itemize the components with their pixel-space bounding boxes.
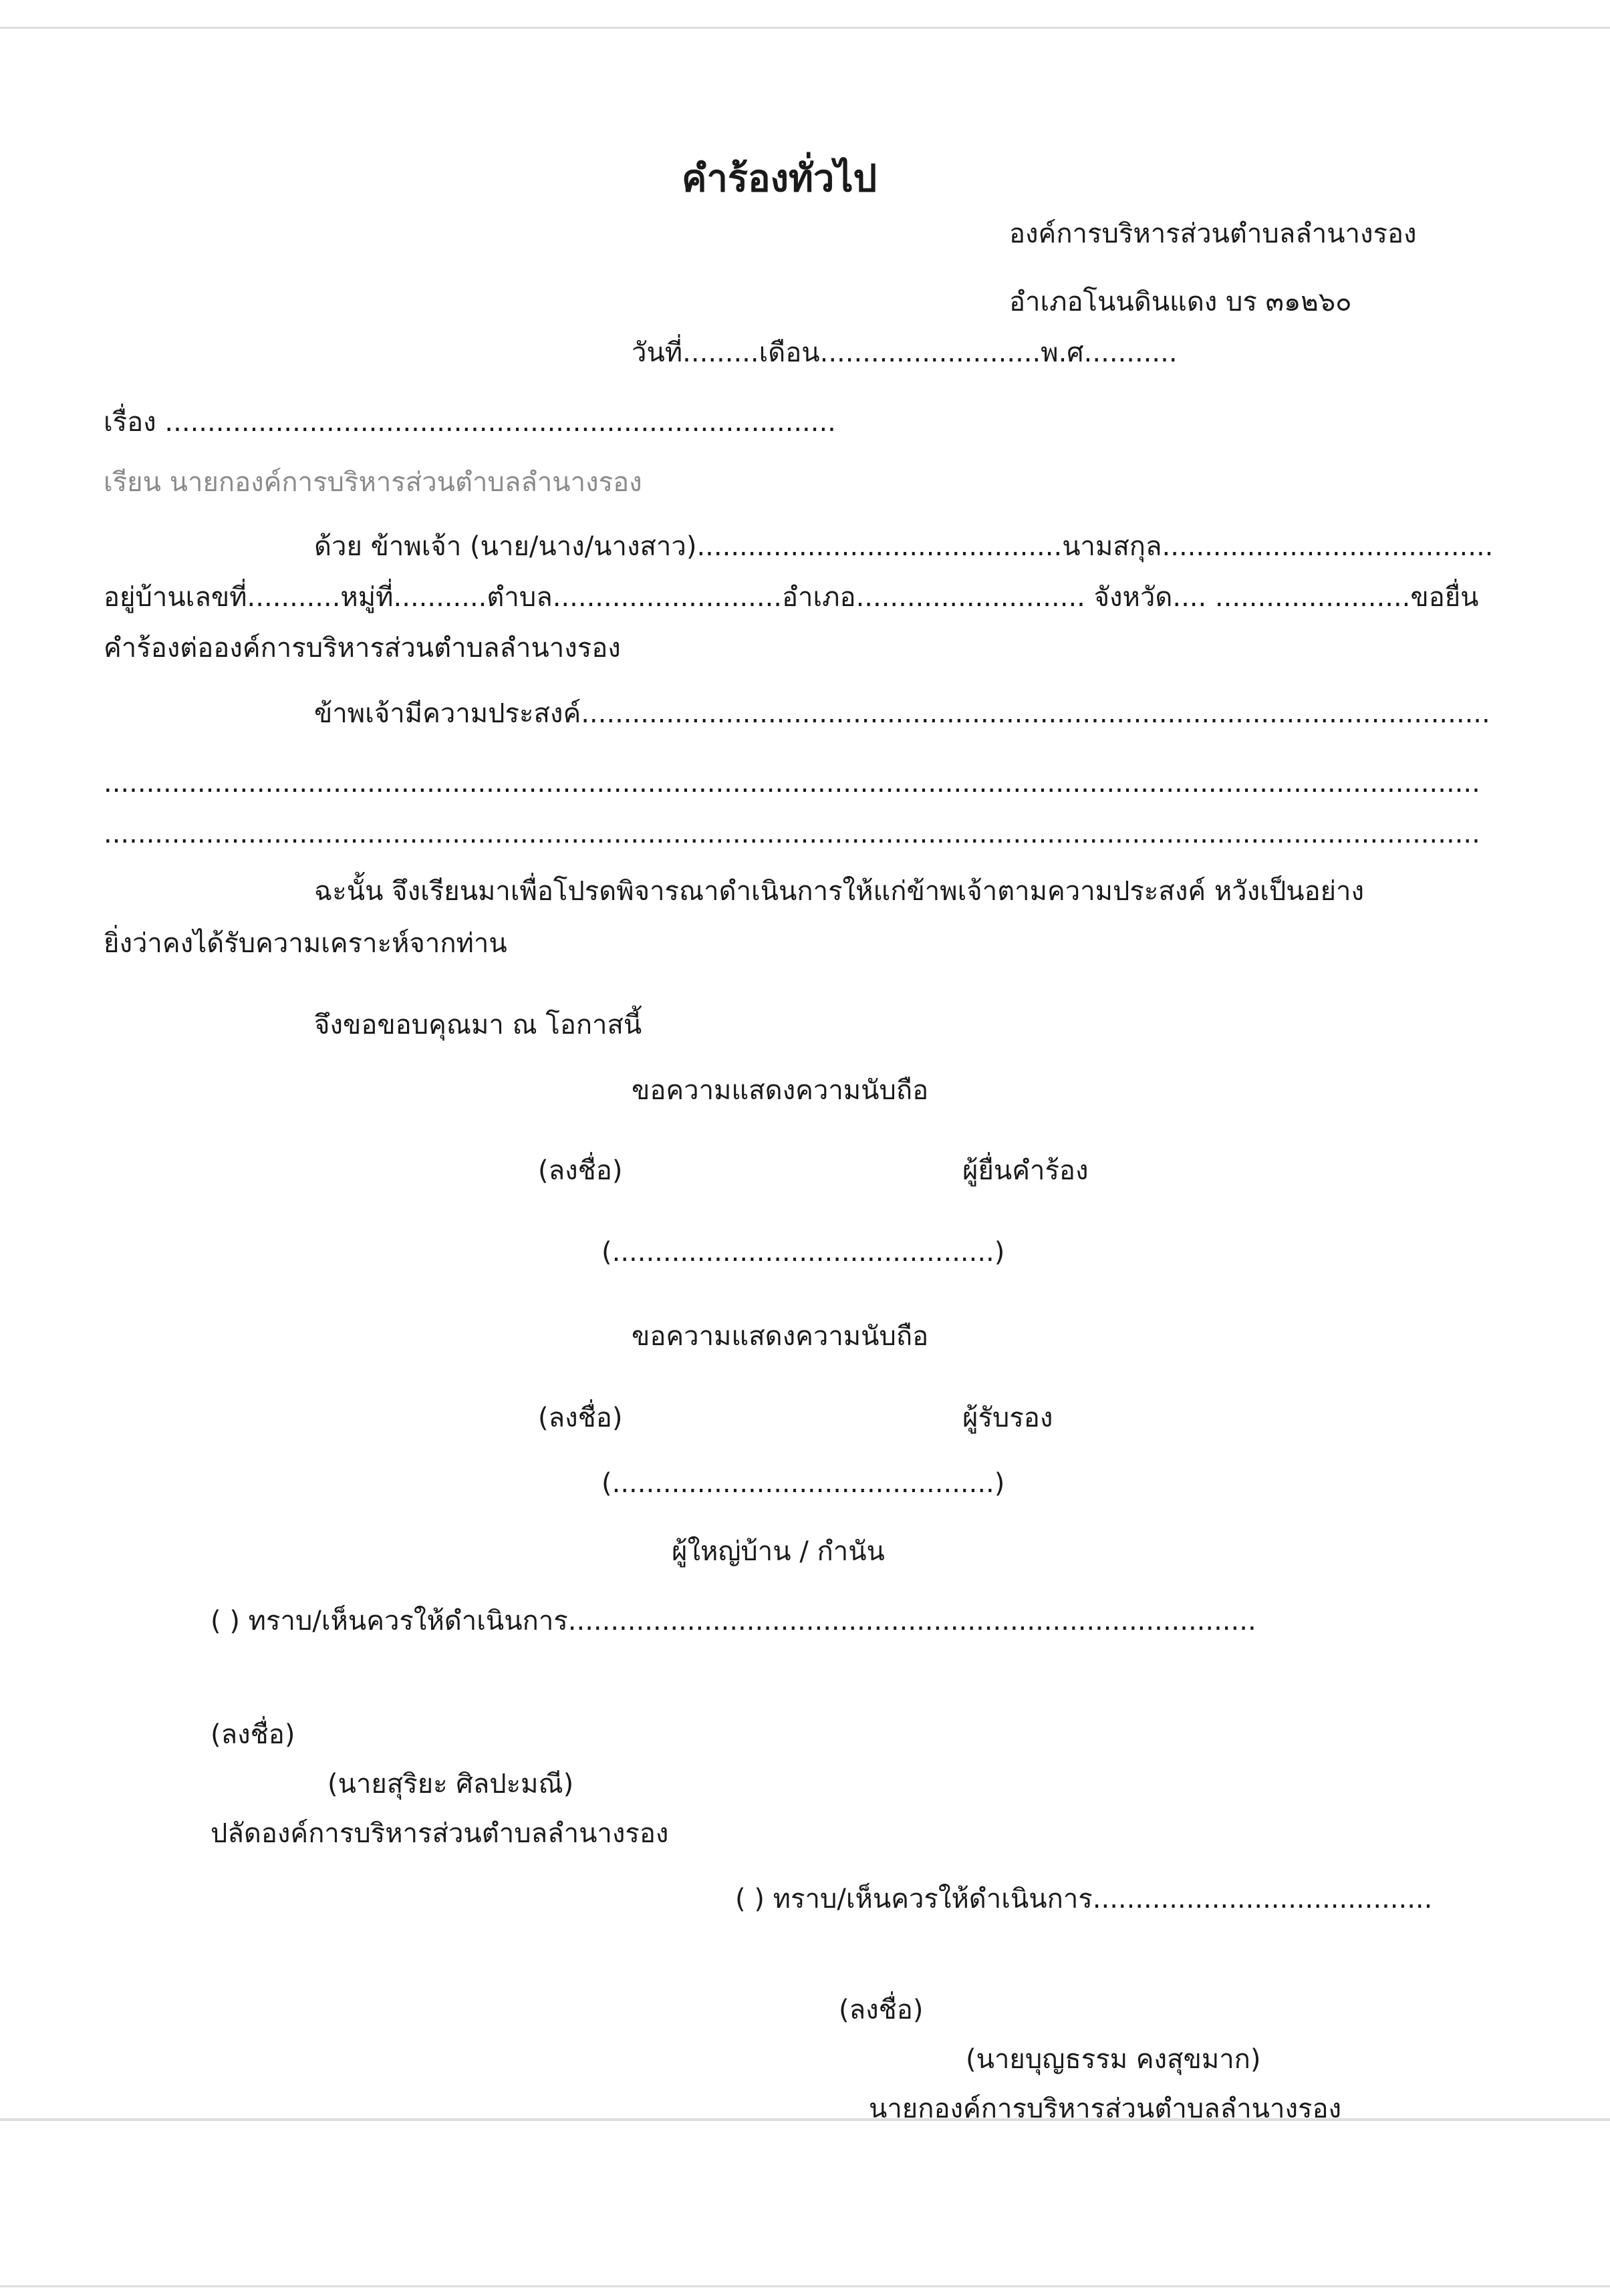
mayor-sign-label: (ลงชื่อ): [839, 1995, 924, 2025]
mayor-title: นายกองค์การบริหารส่วนตำบลลำนางรอง: [869, 2094, 1342, 2124]
deputy-title: ปลัดองค์การบริหารส่วนตำบลลำนางรอง: [211, 1818, 669, 1849]
certifier-name-blank: (.............................................): [601, 1468, 1005, 1499]
salutation-line: เรียน นายกองค์การบริหารส่วนตำบลลำนางรอง: [104, 467, 642, 498]
scan-artifact-bottom: [0, 2118, 1610, 2121]
certifier-respect: ขอความแสดงความนับถือ: [632, 1321, 929, 1352]
document-title: คำร้องทั่วไป: [682, 157, 878, 200]
deputy-sign-label: (ลงชื่อ): [211, 1719, 295, 1750]
applicant-role: ผู้ยื่นคำร้อง: [962, 1155, 1089, 1186]
org-address: อำเภอโนนดินแดง บร ๓๑๒๖๐: [1009, 287, 1352, 317]
applicant-sign-label: (ลงชื่อ): [538, 1155, 623, 1186]
certifier-position: ผู้ใหญ่บ้าน / กำนัน: [672, 1536, 885, 1567]
purpose-dotted-line-2: ..................................................................................................................................................................: [104, 819, 1480, 849]
applicant-name-blank: (.............................................): [601, 1237, 1005, 1268]
closing-line-2: ยิ่งว่าคงได้รับความเคราะห์จากท่าน: [104, 928, 507, 959]
thanks-line: จึงขอขอบคุณมา ณ โอกาสนี้: [314, 1010, 642, 1040]
scan-artifact-top: [0, 27, 1610, 29]
subject-line: เรื่อง ...............................................................................: [104, 407, 836, 438]
applicant-respect: ขอความแสดงความนับถือ: [632, 1075, 929, 1106]
certifier-role: ผู้รับรอง: [962, 1403, 1053, 1433]
deputy-name: (นายสุริยะ ศิลปะมณี): [327, 1769, 574, 1800]
body-line-2: อยู่บ้านเลขที่...........หมู่ที่...........ตำบล...........................อำเภอ........................... จังหวัด.... .......................ขอยื่น: [104, 582, 1479, 613]
scan-artifact-bottom-2: [0, 2285, 1610, 2287]
purpose-line: ข้าพเจ้ามีความประสงค์...........................................................................................................: [314, 698, 1490, 729]
org-name: องค์การบริหารส่วนตำบลลำนางรอง: [1009, 219, 1417, 249]
closing-line-1: ฉะนั้น จึงเรียนมาเพื่อโปรดพิจารณาดำเนินการให้แก่ข้าพเจ้าตามความประสงค์ หวังเป็นอย่าง: [314, 876, 1365, 907]
body-line-1: ด้วย ข้าพเจ้า (นาย/นาง/นางสาว)...........................................นามสกุล.......................................: [314, 531, 1494, 562]
date-line: วันที่.........เดือน..........................พ.ศ...........: [632, 337, 1178, 368]
purpose-dotted-line-1: ..................................................................................................................................................................: [104, 768, 1480, 799]
certifier-sign-label: (ลงชื่อ): [538, 1403, 623, 1433]
body-line-3: คำร้องต่อองค์การบริหารส่วนตำบลลำนางรอง: [104, 633, 621, 664]
mayor-check-line: ( ) ทราบ/เห็นควรให้ดำเนินการ........................................: [735, 1884, 1433, 1914]
mayor-name: (นายบุญธรรม คงสุขมาก): [966, 2044, 1261, 2075]
deputy-check-line: ( ) ทราบ/เห็นควรให้ดำเนินการ.................................................................................: [211, 1606, 1256, 1636]
